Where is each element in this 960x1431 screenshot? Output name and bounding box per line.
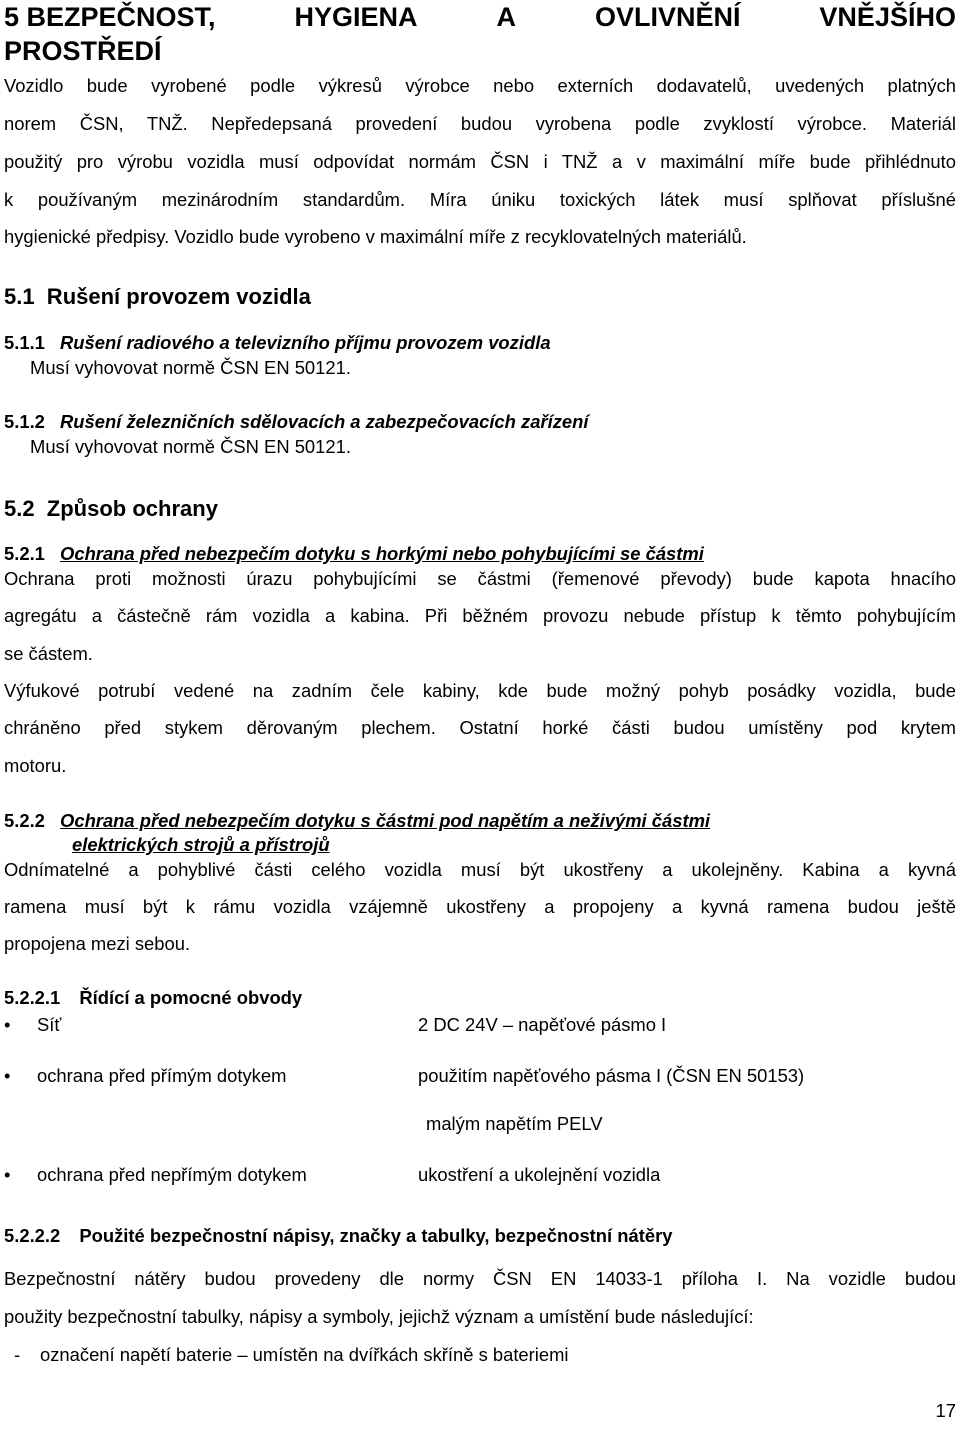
section-5-heading-line2: PROSTŘEDÍ [4,36,162,66]
paragraph-line: Ochrana proti možnosti úrazu pohybujícími se částmi (řemenové převody) bude kapota hnacího [4,568,956,589]
paragraph-line: použitý pro výrobu vozidla musí odpovídat normám ČSN i TNŽ a v maximální míře bude přihlédnuto [4,151,956,172]
section-title: Rušení radiového a televizního příjmu provozem vozidla [60,332,551,353]
section-number: 5.2.2.2 [4,1225,61,1246]
bullet-label: ochrana před nepřímým dotykem [37,1164,307,1185]
section-number: 5.2.2 [4,810,45,831]
heading-word: 5 BEZPEČNOST, [4,2,216,32]
paragraph-line: hygienické předpisy. Vozidlo bude vyrobeno v maximální míře z recyklovatelných materiálů. [4,226,747,247]
bullet-label: ochrana před přímým dotykem [37,1065,287,1086]
section-title: Použité bezpečnostní nápisy, značky a tabulky, bezpečnostní nátěry [79,1225,673,1246]
bullet-label: Síť [37,1014,62,1035]
section-5-2-2-heading-line2 [72,834,330,856]
bullet-dot-icon: • [4,1164,11,1185]
paragraph-line: propojena mezi sebou. [4,933,191,954]
section-5-1-2-heading [4,411,588,433]
heading-word: OVLIVNĚNÍ [594,2,741,32]
paragraph-line: chráněno před stykem děrovaným plechem. Ostatní horké části budou umístěny pod krytem [4,717,956,738]
section-number: 5.1.2 [4,411,45,432]
section-5-2-2-heading [4,810,710,832]
section-5-1-1-heading [4,332,551,354]
paragraph-line: Vozidlo bude vyrobené podle výkresů výrobce nebo externích dodavatelů, uvedených platných [4,75,956,96]
paragraph-line: Odnímatelné a pohyblivé části celého vozidla musí být ukostřeny a ukolejněny. Kabina a kyvná [4,859,956,880]
paragraph-line: Výfukové potrubí vedené na zadním čele kabiny, kde bude možný pohyb posádky vozidla, bude [4,680,956,701]
paragraph-line: se částem. [4,643,93,664]
section-number: 5.1.1 [4,332,45,353]
section-title: Ochrana před nebezpečím dotyku s horkými nebo pohybujícími se částmi [60,543,704,564]
dash-marker: - [14,1344,21,1365]
heading-word: A [496,2,516,32]
paragraph-line: motoru. [4,755,67,776]
paragraph-line: norem ČSN, TNŽ. Nepředepsaná provedení budou vyrobena podle zvyklostí výrobce. Materiál [4,113,956,134]
section-5-1-heading: 5.1 Rušení provozem vozidla [4,284,311,309]
bullet-value: použitím napěťového pásma I (ČSN EN 50153) [418,1065,805,1086]
bullet-value: 2 DC 24V – napěťové pásmo I [418,1014,667,1035]
section-5-2-2-1-heading [4,987,302,1009]
paragraph-line: Bezpečnostní nátěry budou provedeny dle normy ČSN EN 14033-1 příloha I. Na vozidle budou [4,1268,956,1289]
paragraph-line: agregátu a částečně rám vozidla a kabina. Při běžném provozu nebude přístup k těmto pohybujícím [4,605,956,626]
section-5-2-1-heading [4,543,704,565]
bullet-value: ukostření a ukolejnění vozidla [418,1164,661,1185]
paragraph-line: ramena musí být k rámu vozidla vzájemně ukostřeny a propojeny a kyvná ramena budou ještě [4,896,956,917]
section-title: Rušení železničních sdělovacích a zabezpečovacích zařízení [60,411,589,432]
section-number: 5.2.2.1 [4,987,61,1008]
paragraph-line: k používaným mezinárodním standardům. Míra úniku toxických látek musí splňovat příslušné [4,189,956,210]
bullet-dot-icon: • [4,1014,11,1035]
heading-word: HYGIENA [294,2,418,32]
page-number: 17 [935,1400,956,1421]
section-title-continued: elektrických strojů a přístrojů [72,834,330,855]
heading-word: VNĚJŠÍHO [819,2,956,32]
section-5-1-2-text: Musí vyhovovat normě ČSN EN 50121. [30,436,351,457]
section-5-2-2-2-heading [4,1225,672,1247]
section-title: Ochrana před nebezpečím dotyku s částmi pod napětím a neživými částmi [60,810,711,831]
section-5-2-heading: 5.2 Způsob ochrany [4,496,218,521]
section-number: 5.2.1 [4,543,45,564]
dash-item-text: označení napětí baterie – umístěn na dvířkách skříně s bateriemi [40,1344,569,1365]
section-5-heading [4,2,956,33]
bullet-dot-icon: • [4,1065,11,1086]
section-title: Řídící a pomocné obvody [79,987,303,1008]
paragraph-line: použity bezpečnostní tabulky, nápisy a symboly, jejichž význam a umístění bude následující: [4,1306,754,1327]
section-5-1-1-text: Musí vyhovovat normě ČSN EN 50121. [30,357,351,378]
bullet-value-continued: malým napětím PELV [426,1113,603,1134]
